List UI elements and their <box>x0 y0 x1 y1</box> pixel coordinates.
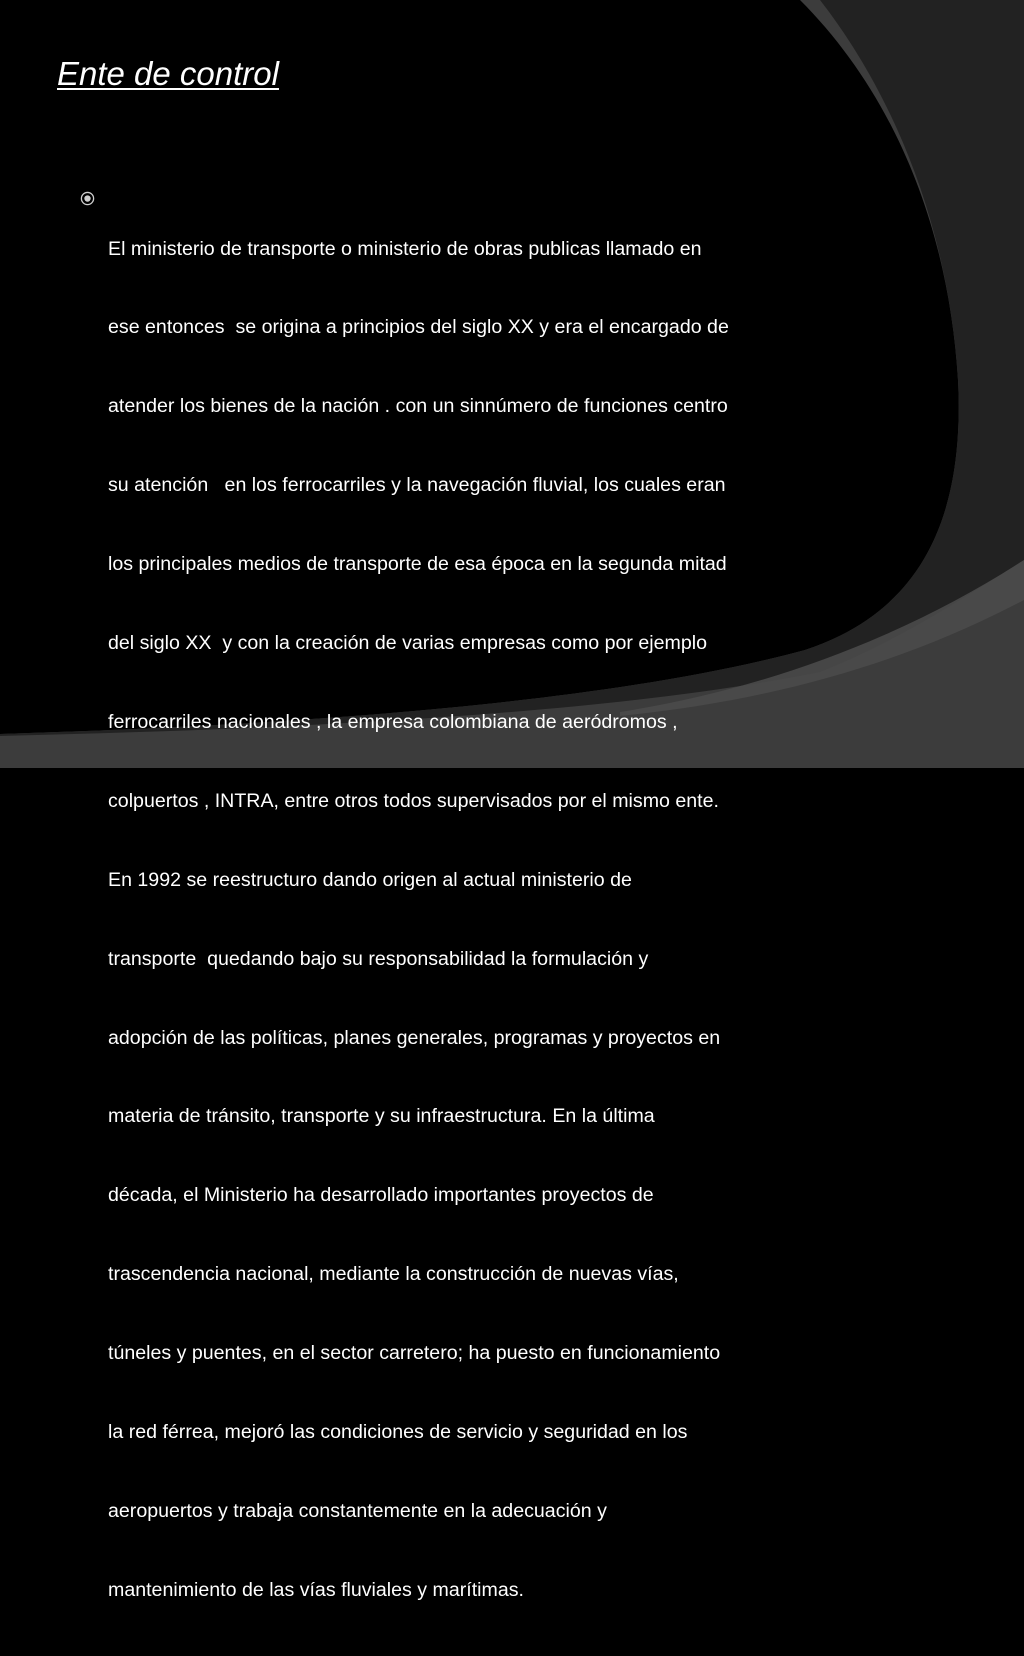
slide-title: Ente de control <box>57 55 279 92</box>
paragraph-line: túneles y puentes, en el sector carretero; ha puesto en funcionamiento <box>108 1342 721 1365</box>
paragraph-line: transporte quedando bajo su responsabilidad la formulación y <box>108 947 649 970</box>
paragraph-line: atender los bienes de la nación . con un sinnúmero de funciones centro <box>108 395 728 418</box>
circle-bullet-icon <box>80 191 95 206</box>
paragraph-line: los principales medios de transporte de esa época en la segunda mitad <box>108 553 727 576</box>
paragraph-line: la red férrea, mejoró las condiciones de servicio y seguridad en los <box>108 1420 688 1443</box>
paragraph-line: aeropuertos y trabaja constantemente en la adecuación y <box>108 1499 607 1522</box>
paragraph-line: trascendencia nacional, mediante la construcción de nuevas vías, <box>108 1263 679 1286</box>
paragraph-line: mantenimiento de las vías fluviales y marítimas. <box>108 1578 524 1601</box>
paragraph-line: década, el Ministerio ha desarrollado importantes proyectos de <box>108 1184 654 1207</box>
paragraph-line: ferrocarriles nacionales , la empresa colombiana de aeródromos , <box>108 710 678 733</box>
paragraph-line: del siglo XX y con la creación de varias empresas como por ejemplo <box>108 632 707 655</box>
paragraph-line: El ministerio de transporte o ministerio de obras publicas llamado en <box>108 237 702 260</box>
paragraph-line: su atención en los ferrocarriles y la navegación fluvial, los cuales eran <box>108 474 726 497</box>
paragraph-line: En 1992 se reestructuro dando origen al actual ministerio de <box>108 868 632 891</box>
paragraph-line: materia de tránsito, transporte y su infraestructura. En la última <box>108 1105 655 1128</box>
bullet-paragraph <box>108 183 898 1656</box>
paragraph-line: colpuertos , INTRA, entre otros todos supervisados por el mismo ente. <box>108 789 719 812</box>
paragraph-line: ese entonces se origina a principios del siglo XX y era el encargado de <box>108 316 729 339</box>
paragraph-line: adopción de las políticas, planes generales, programas y proyectos en <box>108 1026 721 1049</box>
